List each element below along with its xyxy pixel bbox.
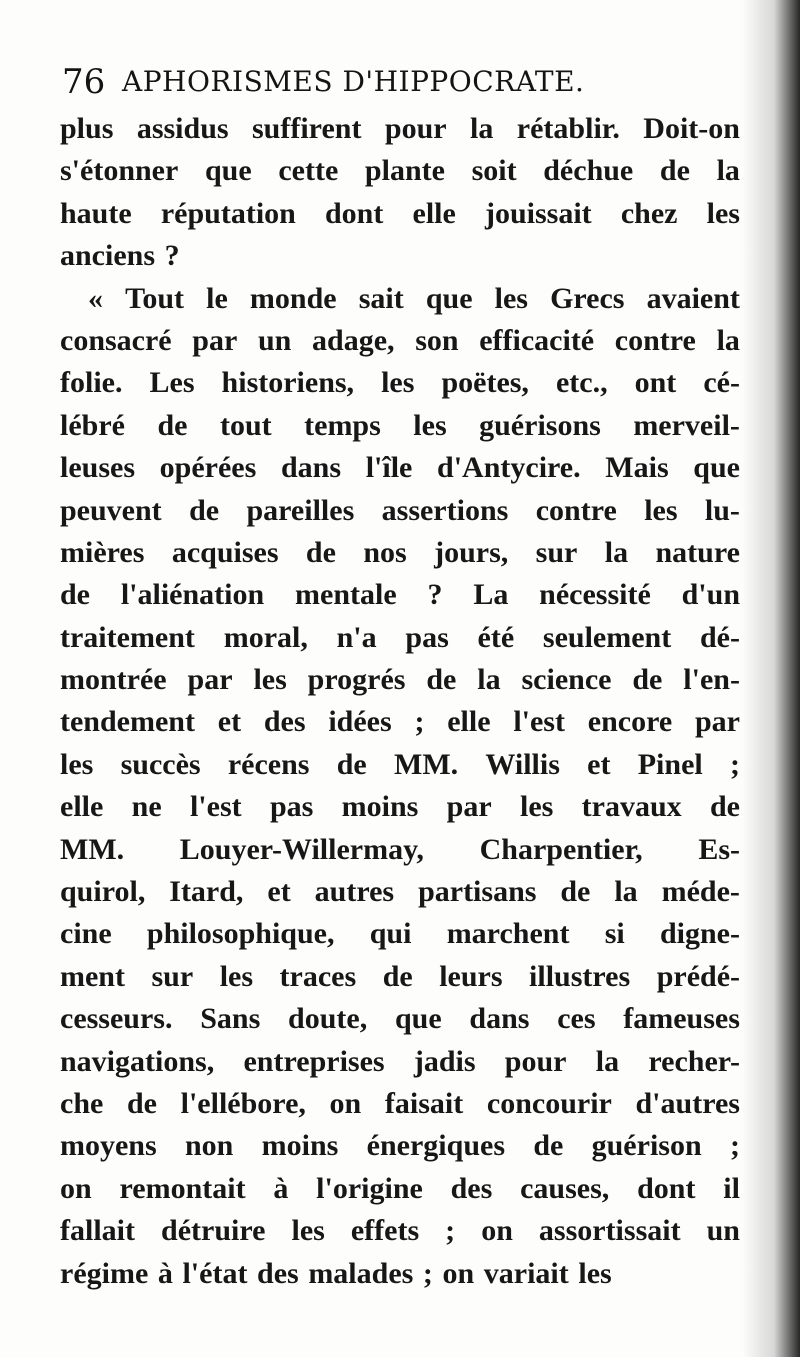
page-header [62, 58, 672, 106]
text-line: folie. Les historiens, les poëtes, etc., ont cé- [60, 366, 740, 400]
text-line: plus assidus suffirent pour la rétablir. Doit-on [60, 112, 740, 145]
text-line: navigations, entreprises jadis pour la recher- [60, 1044, 740, 1078]
text-line: traitement moral, n'a pas été seulement dé- [60, 620, 740, 654]
page-edge-shadow [742, 0, 800, 1357]
text-line: che de l'ellébore, on faisait concourir d'autres [60, 1086, 740, 1120]
text-line: quirol, Itard, et autres partisans de la méde- [60, 875, 740, 909]
text-line: haute réputation dont elle jouissait chez les [60, 196, 740, 230]
text-line: montrée par les progrés de la science de l'en- [60, 663, 740, 697]
text-line: les succès récens de MM. Willis et Pinel ; [60, 747, 740, 781]
text-line: lébré de tout temps les guérisons merveil- [60, 408, 740, 442]
running-title: APHORISMES D'HIPPOCRATE. [122, 65, 585, 98]
text-line: cesseurs. Sans doute, que dans ces fameuses [60, 1002, 740, 1036]
page-number: 76 [62, 62, 106, 102]
text-line: mières acquises de nos jours, sur la nature [60, 535, 740, 569]
text-line: moyens non moins énergiques de guérison ; [60, 1129, 740, 1163]
text-line: « Tout le monde sait que les Grecs avaient [88, 281, 740, 315]
text-line: s'étonner que cette plante soit déchue de la [60, 154, 740, 188]
text-line: leuses opérées dans l'île d'Antycire. Mais que [60, 451, 740, 485]
text-line: MM. Louyer-Willermay, Charpentier, Es- [60, 832, 740, 866]
text-line: fallait détruire les effets ; on assortissait un [60, 1214, 740, 1248]
text-line: de l'aliénation mentale ? La nécessité d'un [60, 578, 740, 612]
text-line: tendement et des idées ; elle l'est encore par [60, 705, 740, 739]
text-line: elle ne l'est pas moins par les travaux de [60, 790, 740, 824]
text-line: cine philosophique, qui marchent si digne- [60, 917, 740, 951]
text-line: on remontait à l'origine des causes, dont il [60, 1171, 740, 1205]
text-line: ment sur les traces de leurs illustres prédé- [60, 959, 740, 993]
body-text [60, 108, 740, 1295]
text-line: consacré par un adage, son efficacité contre la [60, 323, 740, 357]
text-line: anciens ? [60, 239, 180, 273]
text-line: peuvent de pareilles assertions contre les lu- [60, 493, 740, 527]
text-line: régime à l'état des malades ; on variait les [60, 1256, 612, 1290]
